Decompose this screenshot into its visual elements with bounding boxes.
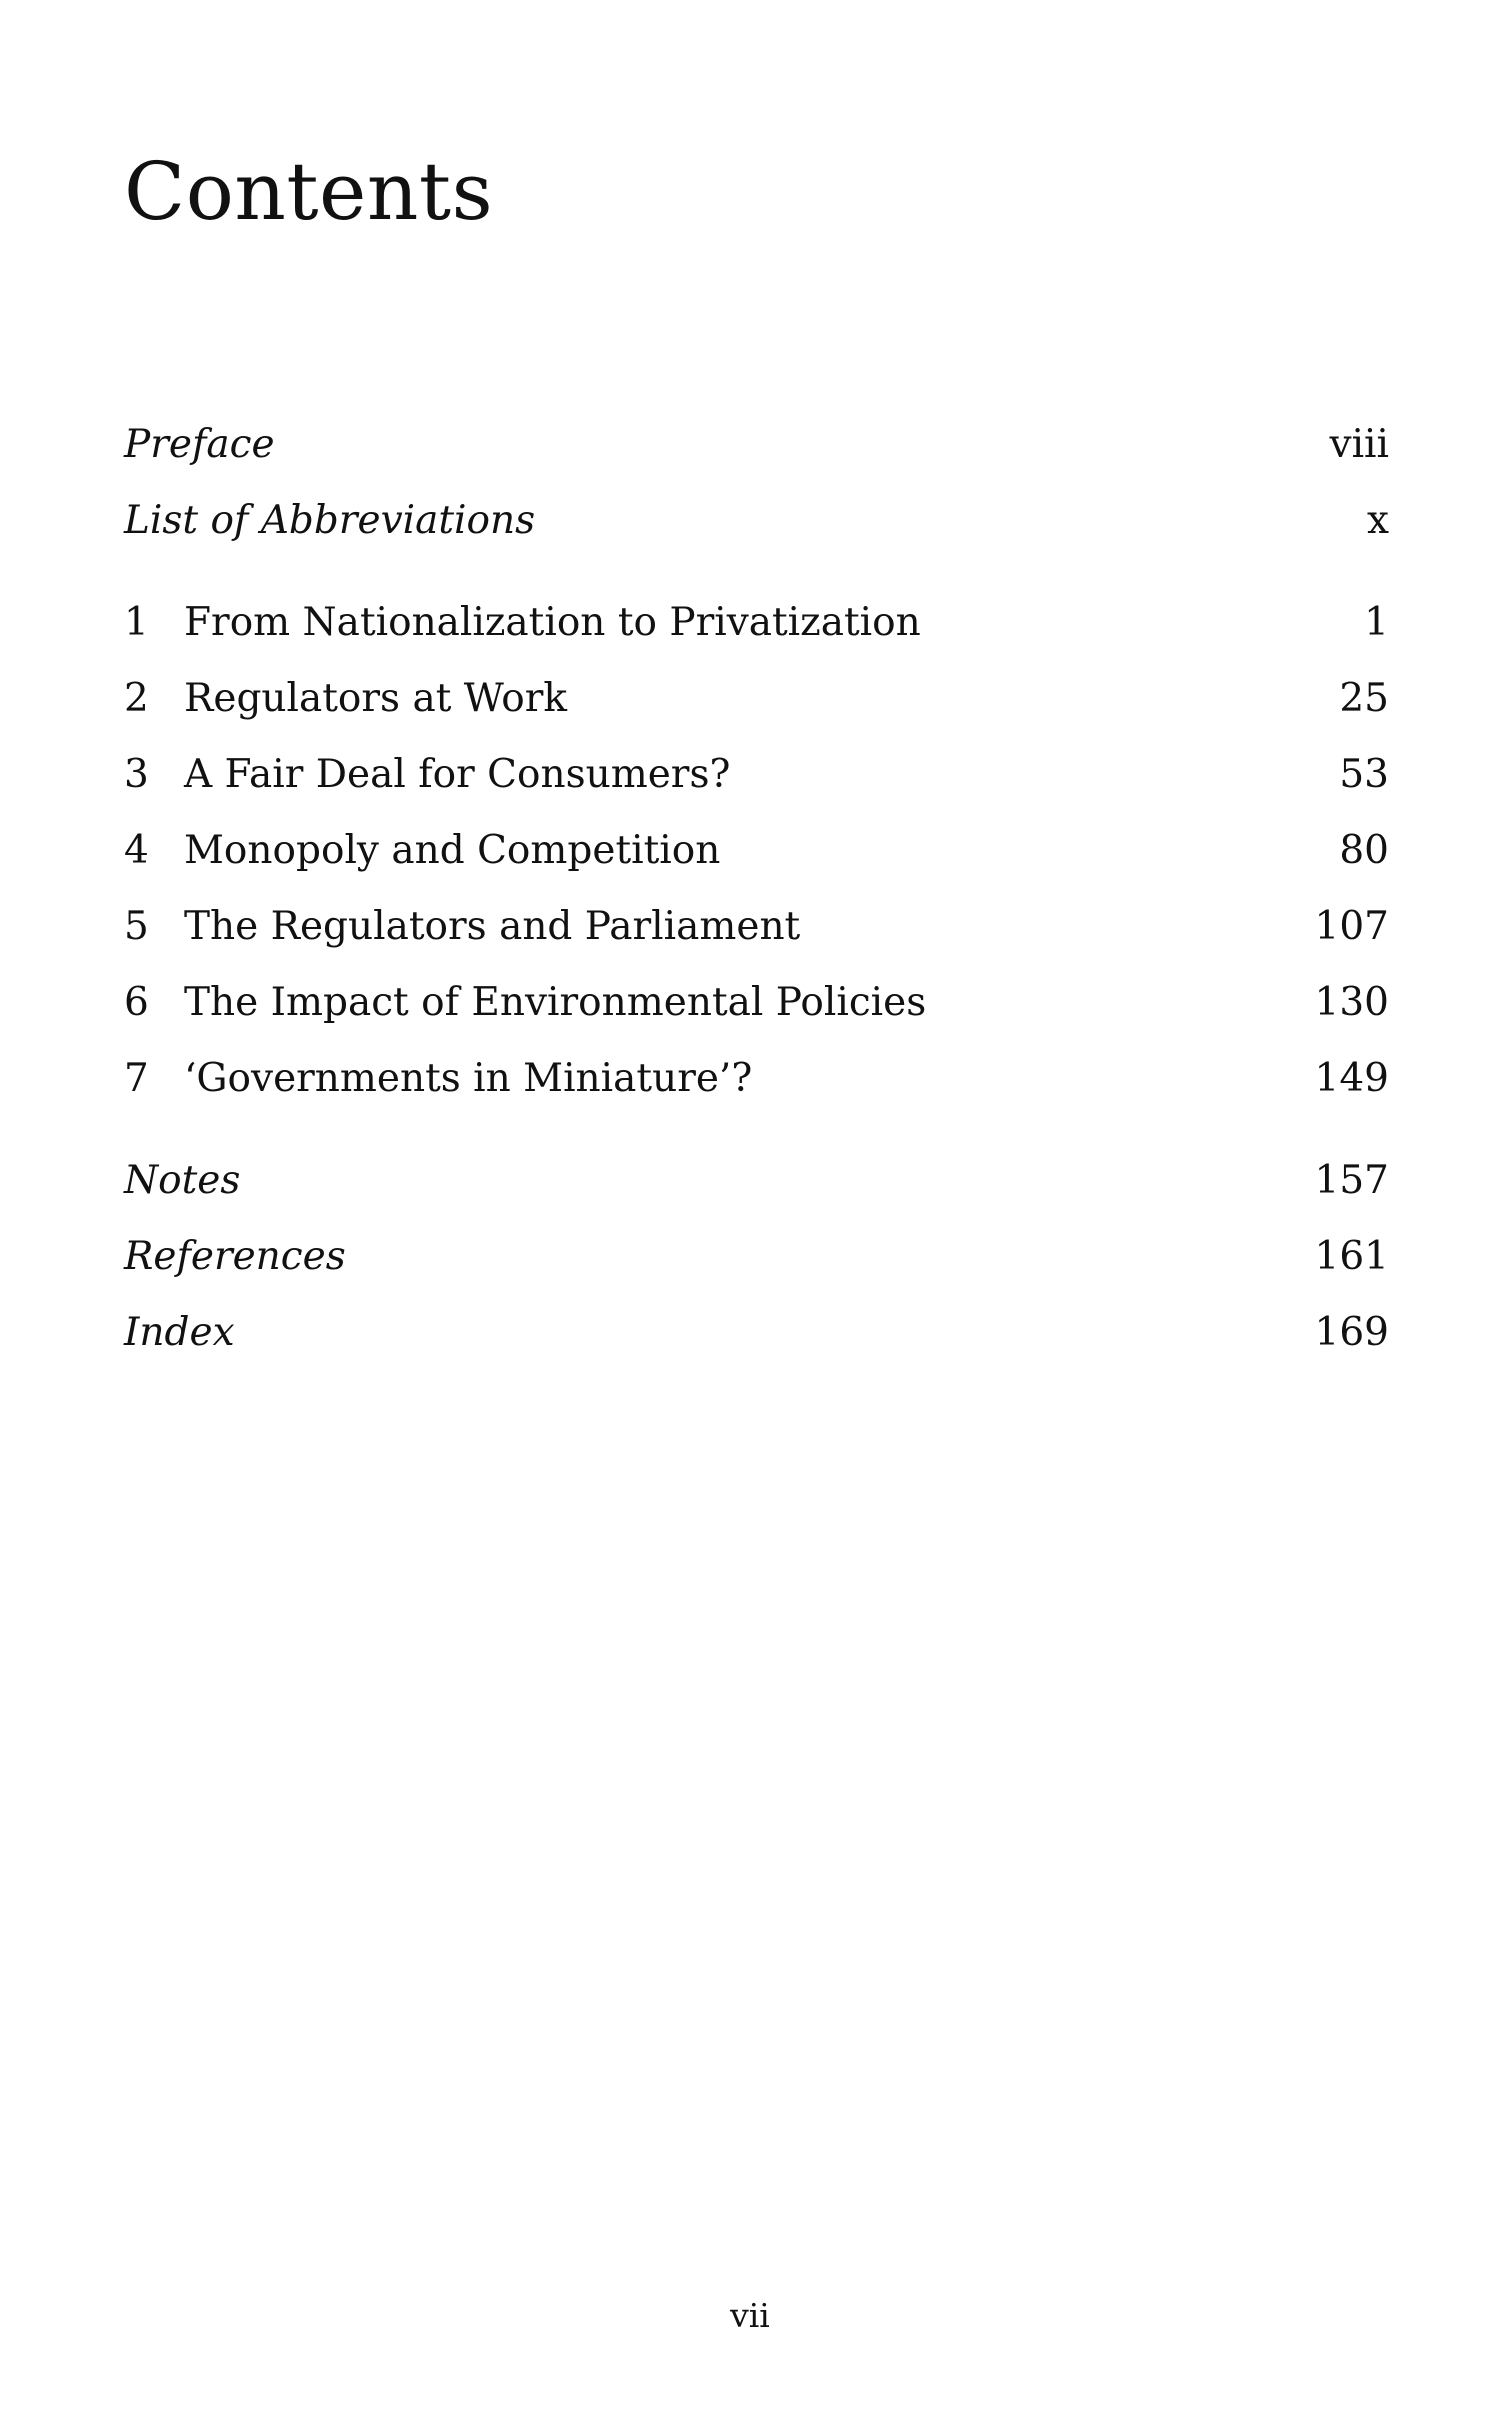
toc-chapter-3[interactable] — [124, 751, 1389, 799]
chapter-title: Monopoly and Competition — [184, 828, 721, 873]
chapter-number: 7 — [124, 1056, 149, 1101]
toc-chapter-7[interactable] — [124, 1055, 1389, 1103]
chapter-number: 2 — [124, 676, 149, 721]
page-title: Contents — [124, 145, 494, 238]
toc-entry-title: Index — [124, 1310, 235, 1355]
chapter-page: 1 — [1364, 600, 1389, 645]
chapter-title: ‘Governments in Miniature’? — [184, 1056, 753, 1101]
chapter-title: The Regulators and Parliament — [184, 904, 801, 949]
toc-chapter-1[interactable] — [124, 599, 1389, 647]
page-number: vii — [730, 2296, 770, 2335]
chapter-number: 5 — [124, 904, 149, 949]
toc-entry-title: Notes — [124, 1158, 241, 1203]
toc-chapter-2[interactable] — [124, 675, 1389, 723]
chapter-page: 107 — [1314, 904, 1389, 949]
chapter-title: Regulators at Work — [184, 676, 567, 721]
chapter-page: 80 — [1339, 828, 1389, 873]
toc-chapter-5[interactable] — [124, 903, 1389, 951]
toc-entry-title: References — [124, 1234, 346, 1279]
toc-entry-page: 157 — [1314, 1158, 1389, 1203]
toc-entry-page: 169 — [1314, 1310, 1389, 1355]
toc-entry-page: viii — [1329, 422, 1389, 467]
chapter-page: 130 — [1314, 980, 1389, 1025]
chapter-title: A Fair Deal for Consumers? — [184, 752, 731, 797]
toc-entry-page: 161 — [1314, 1234, 1389, 1279]
toc-entry-index[interactable] — [124, 1309, 1389, 1357]
toc-entry-notes[interactable] — [124, 1157, 1389, 1205]
toc-entry-page: x — [1367, 498, 1389, 543]
toc-entry-preface[interactable] — [124, 421, 1389, 469]
toc-entry-references[interactable] — [124, 1233, 1389, 1281]
chapter-page: 25 — [1339, 676, 1389, 721]
chapter-number: 3 — [124, 752, 149, 797]
toc-entry-list-of-abbreviations[interactable] — [124, 497, 1389, 545]
chapter-number: 1 — [124, 600, 149, 645]
toc-entry-title: Preface — [124, 422, 275, 467]
chapter-page: 149 — [1314, 1056, 1389, 1101]
chapter-page: 53 — [1339, 752, 1389, 797]
toc-chapter-4[interactable] — [124, 827, 1389, 875]
chapter-title: The Impact of Environmental Policies — [184, 980, 927, 1025]
toc-chapter-6[interactable] — [124, 979, 1389, 1027]
chapter-title: From Nationalization to Privatization — [184, 600, 921, 645]
toc-entry-title: List of Abbreviations — [124, 498, 536, 543]
chapter-number: 4 — [124, 828, 149, 873]
chapter-number: 6 — [124, 980, 149, 1025]
